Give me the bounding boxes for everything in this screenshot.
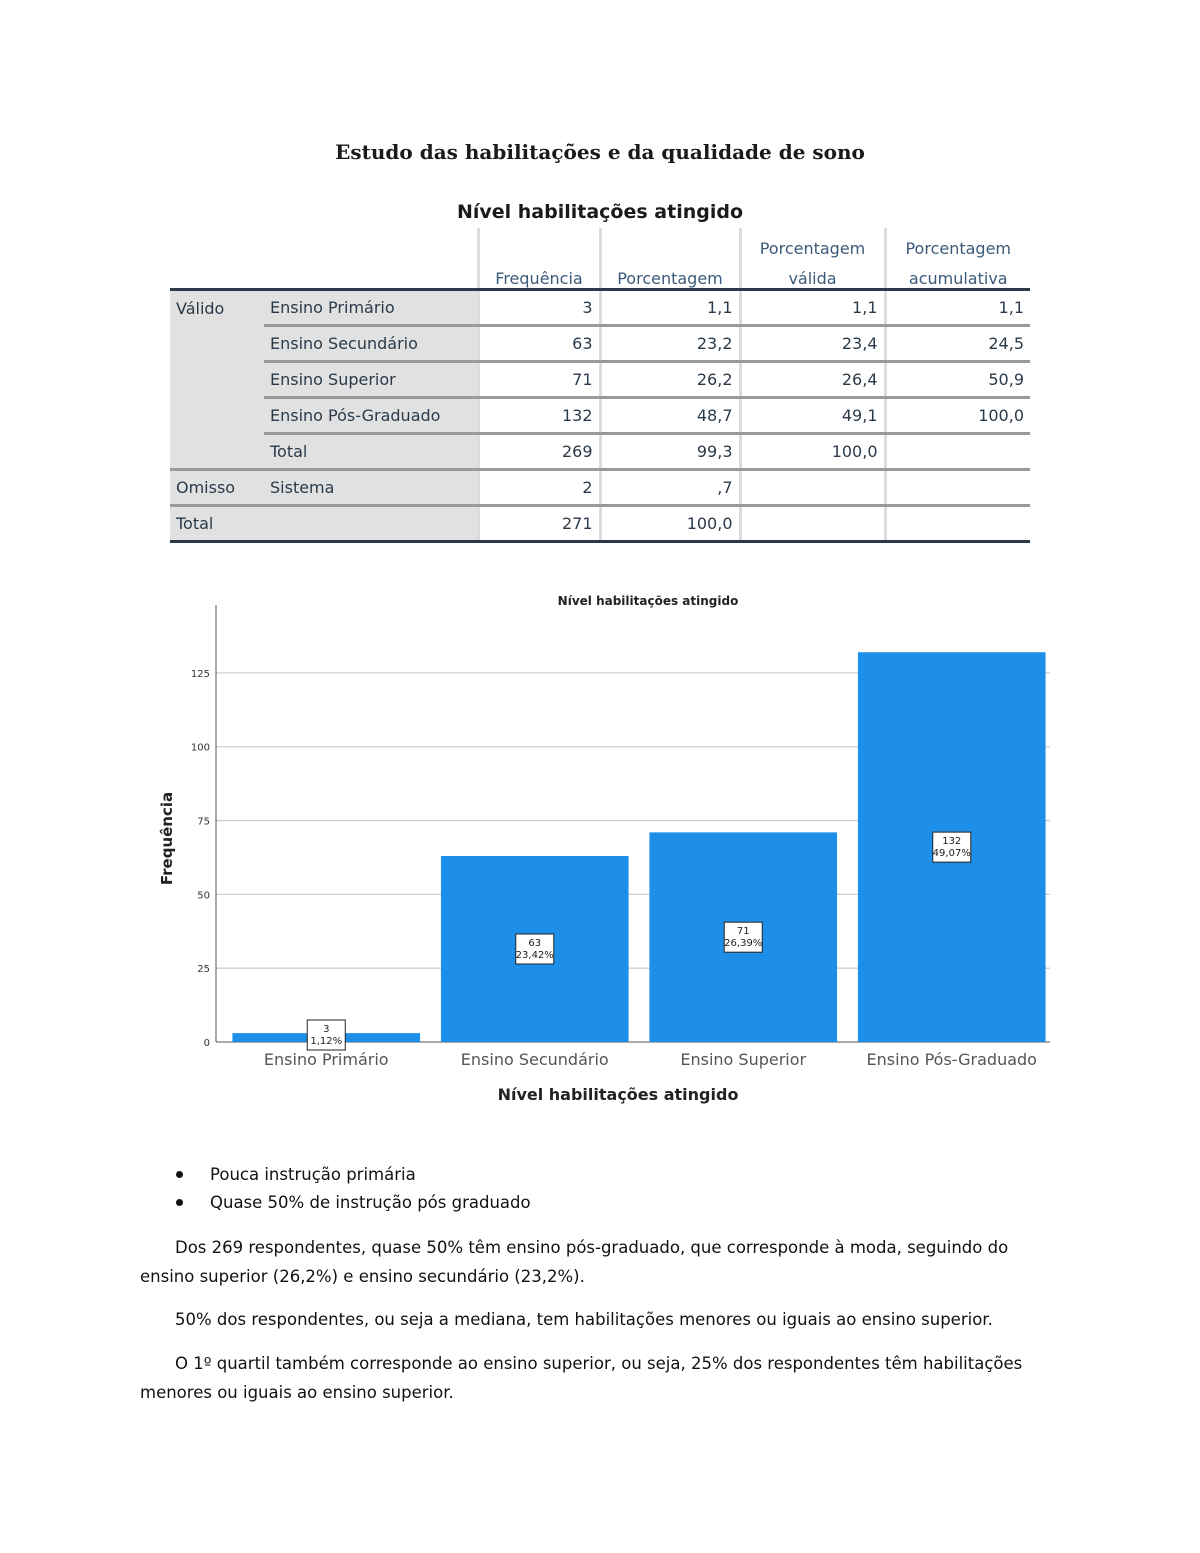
row-label-total: Total xyxy=(170,506,264,542)
cell-cumulative-percent xyxy=(885,506,1030,542)
cell-cumulative-percent: 100,0 xyxy=(885,398,1030,434)
header-percent: Porcentagem xyxy=(600,258,740,290)
cell-frequency: 269 xyxy=(478,434,600,470)
cell-frequency: 71 xyxy=(478,362,600,398)
y-tick-label: 50 xyxy=(197,890,210,902)
data-label-percent: 23,42% xyxy=(515,949,554,961)
header-valid-pct-line1: Porcentagem xyxy=(740,228,885,258)
table-row xyxy=(170,362,1030,398)
row-label: Ensino Primário xyxy=(264,290,478,326)
x-axis-title: Nível habilitações atingido xyxy=(497,1085,739,1104)
chart-title: Nível habilitações atingido xyxy=(557,594,739,608)
y-axis-title: Frequência xyxy=(158,791,176,886)
x-tick-label: Ensino Primário xyxy=(263,1050,389,1069)
paragraph: 50% dos respondentes, ou seja a mediana, tem habilitações menores ou iguais ao ensino superior. xyxy=(175,1310,993,1329)
frequency-table xyxy=(170,228,1030,543)
data-label-count: 3 xyxy=(323,1024,330,1035)
table-row xyxy=(170,434,1030,470)
group-label-omitted: Omisso xyxy=(170,470,264,506)
data-label-percent: 1,12% xyxy=(310,1036,343,1047)
y-tick-label: 100 xyxy=(190,742,210,754)
document-title: Estudo das habilitações e da qualidade de sono xyxy=(335,140,865,164)
y-tick-label: 75 xyxy=(197,816,210,828)
header-frequency: Frequência xyxy=(478,258,600,290)
cell-frequency: 132 xyxy=(478,398,600,434)
row-label: Ensino Pós-Graduado xyxy=(264,398,478,434)
table-row xyxy=(170,290,1030,326)
cell-cumulative-percent: 1,1 xyxy=(885,290,1030,326)
cell-percent: 99,3 xyxy=(600,434,740,470)
cell-cumulative-percent: 24,5 xyxy=(885,326,1030,362)
data-label-percent: 26,39% xyxy=(724,938,763,950)
table-row xyxy=(170,470,1030,506)
cell-valid-percent: 49,1 xyxy=(740,398,885,434)
data-label-count: 71 xyxy=(736,926,750,938)
cell-percent: ,7 xyxy=(600,470,740,506)
row-label: Ensino Superior xyxy=(264,362,478,398)
x-tick-label: Ensino Superior xyxy=(680,1050,807,1069)
x-tick-label: Ensino Secundário xyxy=(460,1050,609,1069)
cell-frequency: 271 xyxy=(478,506,600,542)
cell-percent: 26,2 xyxy=(600,362,740,398)
paragraph: O 1º quartil também corresponde ao ensino superior, ou seja, 25% dos respondentes têm habilitações menores ou iguais ao ensino superior. xyxy=(140,1354,1023,1402)
data-label-percent: 49,07% xyxy=(932,848,971,860)
cell-frequency: 3 xyxy=(478,290,600,326)
cell-valid-percent xyxy=(740,470,885,506)
row-label: Total xyxy=(264,434,478,470)
table-title: Nível habilitações atingido xyxy=(456,201,744,223)
cell-valid-percent xyxy=(740,506,885,542)
cell-frequency: 63 xyxy=(478,326,600,362)
data-label-count: 63 xyxy=(528,937,542,949)
row-label: Sistema xyxy=(264,470,478,506)
cell-valid-percent: 1,1 xyxy=(740,290,885,326)
cell-valid-percent: 23,4 xyxy=(740,326,885,362)
bullet-item: Quase 50% de instrução pós graduado xyxy=(140,1189,531,1217)
bar-chart-svg xyxy=(150,585,1070,1115)
cell-percent: 100,0 xyxy=(600,506,740,542)
y-tick-label: 0 xyxy=(203,1038,210,1049)
bullet-list xyxy=(140,1161,531,1217)
row-label: Ensino Secundário xyxy=(264,326,478,362)
paragraph: Dos 269 respondentes, quase 50% têm ensino pós-graduado, que corresponde à moda, seguindo do ensino superior (26,2%) e ensino secundário (23,2%). xyxy=(140,1238,1009,1286)
cell-cumulative-percent xyxy=(885,470,1030,506)
cell-percent: 48,7 xyxy=(600,398,740,434)
cell-cumulative-percent: 50,9 xyxy=(885,362,1030,398)
cell-valid-percent: 26,4 xyxy=(740,362,885,398)
header-valid-pct-line2: válida xyxy=(740,258,885,290)
x-tick-label: Ensino Pós-Graduado xyxy=(866,1050,1037,1069)
table-row xyxy=(170,398,1030,434)
bar-chart xyxy=(150,585,1070,1115)
group-label-valid: Válido xyxy=(170,290,264,470)
cell-percent: 23,2 xyxy=(600,326,740,362)
header-cum-pct-line2: acumulativa xyxy=(885,258,1030,290)
y-tick-label: 25 xyxy=(197,964,210,976)
cell-percent: 1,1 xyxy=(600,290,740,326)
y-tick-label: 125 xyxy=(190,668,210,680)
cell-cumulative-percent xyxy=(885,434,1030,470)
data-label-count: 132 xyxy=(942,836,962,848)
bullet-dot-icon xyxy=(176,1171,183,1178)
table-row xyxy=(170,326,1030,362)
table-row xyxy=(170,506,1030,542)
cell-valid-percent: 100,0 xyxy=(740,434,885,470)
bullet-item: Pouca instrução primária xyxy=(140,1161,531,1189)
bullet-dot-icon xyxy=(176,1199,183,1206)
header-cum-pct-line1: Porcentagem xyxy=(885,228,1030,258)
cell-frequency: 2 xyxy=(478,470,600,506)
